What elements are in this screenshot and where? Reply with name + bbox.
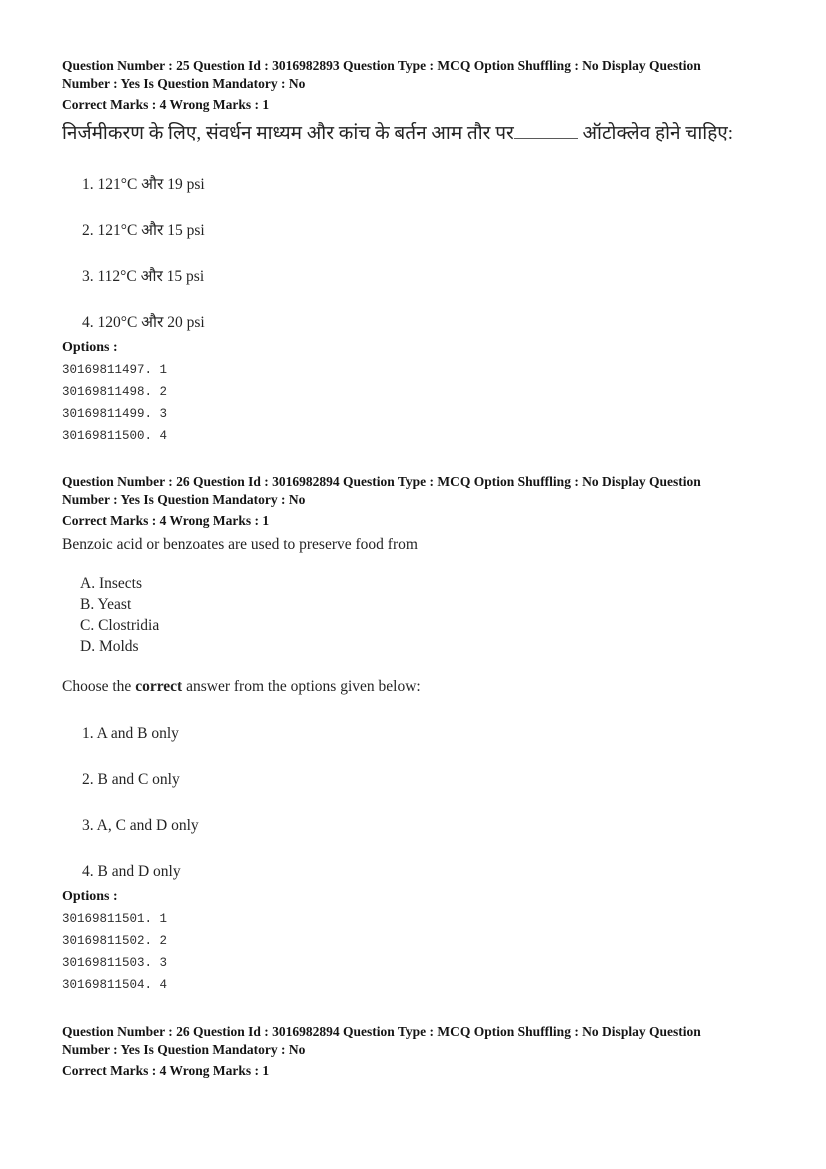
question-25-option-id-4: 30169811500. 4 — [62, 429, 168, 443]
question-25-marks-line: Correct Marks : 4 Wrong Marks : 1 — [62, 97, 270, 112]
question-26-header — [62, 473, 768, 508]
question-block-25 — [62, 57, 768, 447]
question-26-header-line-2: Number : Yes Is Question Mandatory : No — [62, 491, 306, 507]
question-block-26-repeat — [62, 1023, 768, 1079]
question-25-header — [62, 57, 768, 92]
question-25-header-line-2: Number : Yes Is Question Mandatory : No — [62, 75, 306, 91]
footer-question-header-line-1: Question Number : 26 Question Id : 3016982894 Question Type : MCQ Option Shuffling : No Display Question — [62, 1024, 701, 1039]
question-26-statement-list — [80, 573, 768, 657]
question-26-statement-c: C. Clostridia — [80, 617, 160, 634]
question-26-choice-2: 2. B and C only — [82, 771, 180, 788]
question-25-choice-3: 3. 112°C और 15 psi — [82, 268, 205, 285]
footer-question-header — [62, 1023, 768, 1058]
question-26-header-line-1: Question Number : 26 Question Id : 3016982894 Question Type : MCQ Option Shuffling : No Display Question — [62, 474, 701, 489]
question-25-option-id-3: 30169811499. 3 — [62, 407, 168, 421]
question-26-choice-3: 3. A, C and D only — [82, 817, 199, 834]
question-block-26 — [62, 473, 768, 996]
question-25-option-id-1: 30169811497. 1 — [62, 363, 168, 377]
question-26-statement-d: D. Molds — [80, 638, 139, 655]
question-26-choice-4: 4. B and D only — [82, 863, 181, 880]
question-26-options-label: Options : — [62, 889, 118, 904]
question-25-header-line-1: Question Number : 25 Question Id : 3016982893 Question Type : MCQ Option Shuffling : No Display Question — [62, 58, 701, 73]
question-25-choice-list — [62, 175, 768, 332]
question-26-choice-list — [62, 724, 768, 881]
question-26-option-id-3: 30169811503. 3 — [62, 956, 168, 970]
question-26-option-ids — [62, 908, 768, 996]
question-25-option-ids — [62, 359, 768, 447]
footer-question-marks-line: Correct Marks : 4 Wrong Marks : 1 — [62, 1063, 270, 1078]
question-25-text — [62, 120, 768, 148]
footer-question-header-line-2: Number : Yes Is Question Mandatory : No — [62, 1041, 306, 1057]
choose-line-suffix: answer from the options given below: — [182, 678, 421, 695]
question-26-text: Benzoic acid or benzoates are used to preserve food from — [62, 536, 418, 553]
question-25-choice-4: 4. 120°C और 20 psi — [82, 314, 205, 331]
fill-in-blank-underline — [514, 120, 578, 139]
question-25-text-before-blank: निर्जमीकरण के लिए, संवर्धन माध्यम और कांच के बर्तन आम तौर पर — [62, 123, 514, 144]
question-25-choice-1: 1. 121°C और 19 psi — [82, 176, 205, 193]
question-25-options-label: Options : — [62, 340, 118, 355]
question-26-option-id-1: 30169811501. 1 — [62, 912, 168, 926]
question-26-marks-line: Correct Marks : 4 Wrong Marks : 1 — [62, 513, 270, 528]
question-26-statement-b: B. Yeast — [80, 596, 132, 613]
question-25-choice-2: 2. 121°C और 15 psi — [82, 222, 205, 239]
choose-line-prefix: Choose the — [62, 678, 136, 695]
question-26-choose-line — [62, 677, 768, 697]
choose-line-bold-word: correct — [135, 678, 183, 695]
question-26-option-id-4: 30169811504. 4 — [62, 978, 168, 992]
question-26-option-id-2: 30169811502. 2 — [62, 934, 168, 948]
question-25-text-after-blank: ऑटोक्लेव होने चाहिए: — [582, 123, 734, 144]
question-26-choice-1: 1. A and B only — [82, 725, 179, 742]
question-25-option-id-2: 30169811498. 2 — [62, 385, 168, 399]
question-26-statement-a: A. Insects — [80, 575, 142, 592]
